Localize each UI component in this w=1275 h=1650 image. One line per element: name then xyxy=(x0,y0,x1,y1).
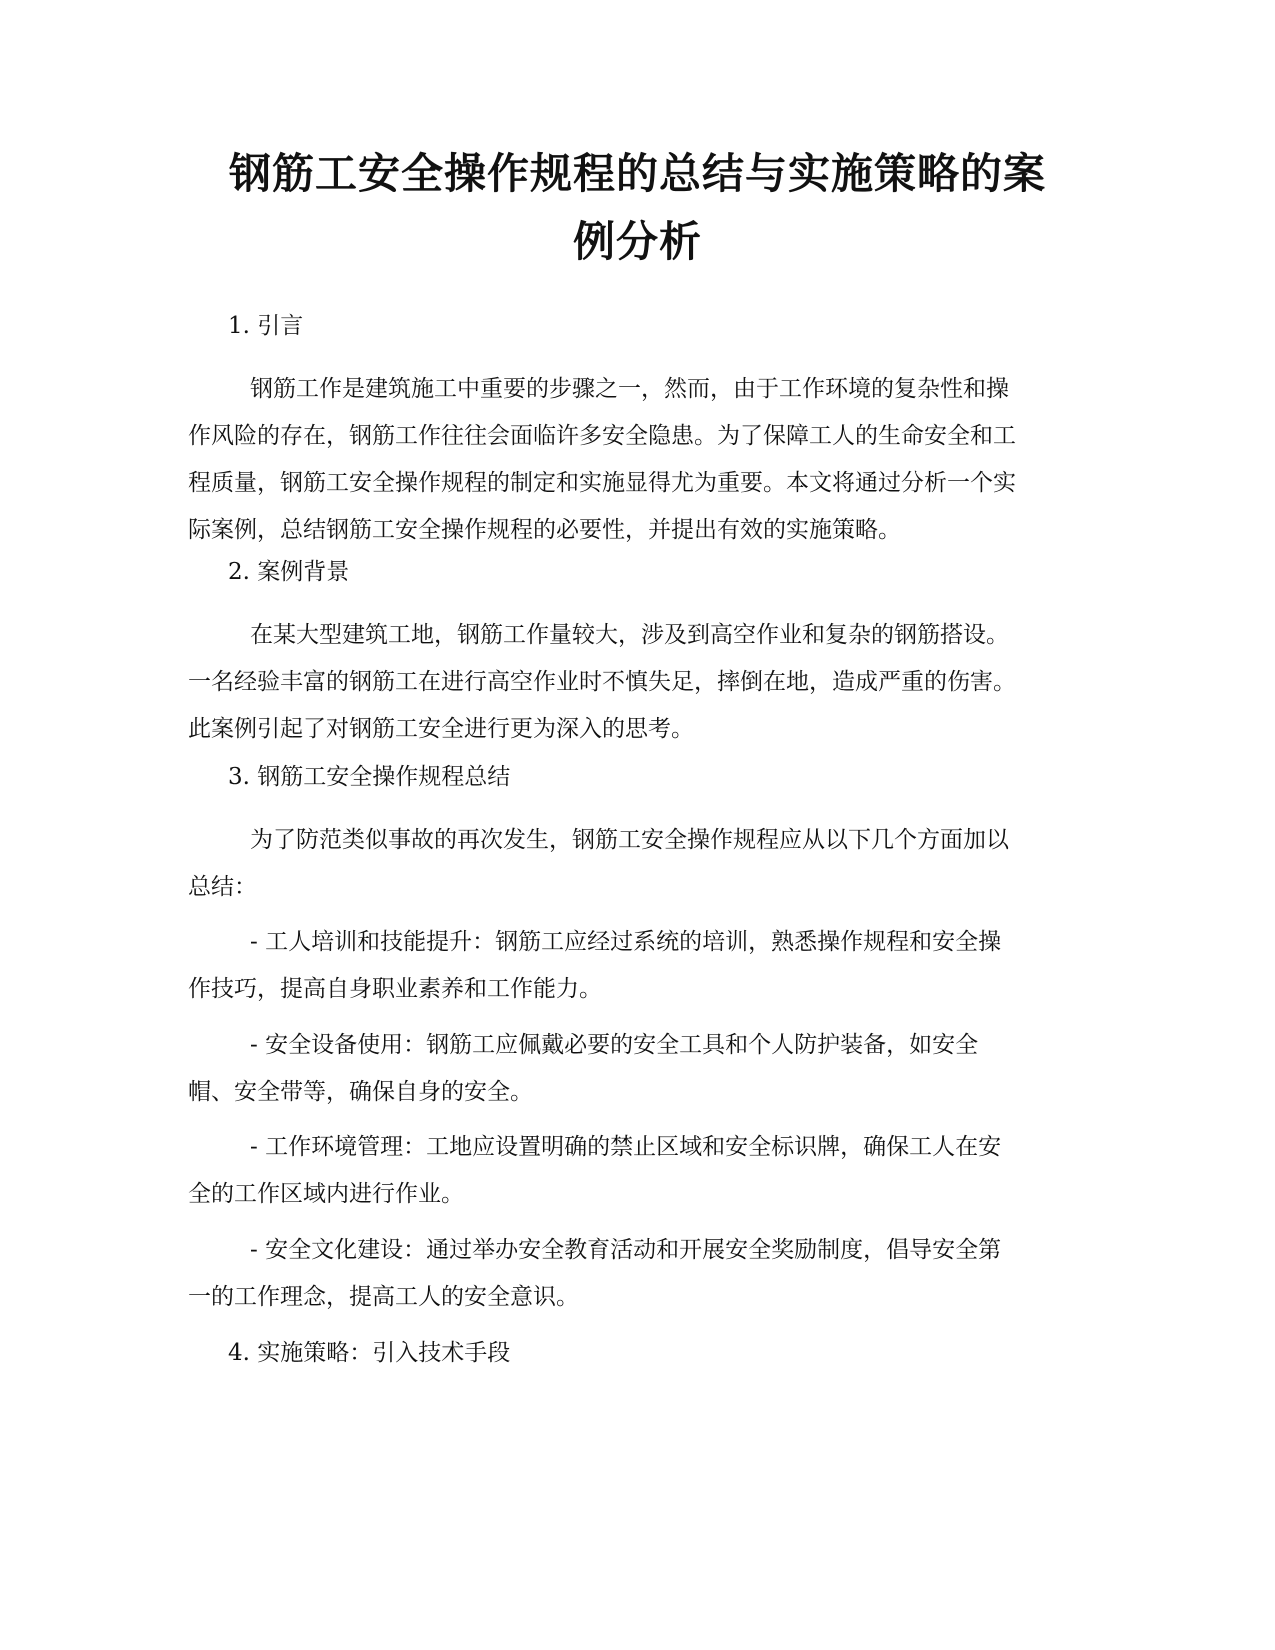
list-item-safety-culture: - 安全文化建设：通过举办安全教育活动和开展安全奖励制度，倡导安全第 一的工作理念，提高工人的安全意识。 xyxy=(188,1237,1002,1310)
title-line-1: 钢筋工安全操作规程的总结与实施策略的案 xyxy=(228,149,1046,198)
list-item-environment-management: - 工作环境管理：工地应设置明确的禁止区域和安全标识牌，确保工人在安 全的工作区域内进行作业。 xyxy=(188,1134,1002,1207)
section-heading-implementation: 4. 实施策略：引入技术手段 xyxy=(228,1340,511,1366)
paragraph-introduction: 钢筋工作是建筑施工中重要的步骤之一，然而，由于工作环境的复杂性和操 作风险的存在，钢筋工作往往会面临许多安全隐患。为了保障工人的生命安全和工 程质量，钢筋工安全操作规程的制定和实施显得尤为重要。本文将通过分析一个实 际案例，总结钢筋工安全操作规程的必要性，并提出有效的实施策略。 xyxy=(188,376,1016,543)
title-line-2: 例分析 xyxy=(572,217,702,266)
list-item-training: - 工人培训和技能提升：钢筋工应经过系统的培训，熟悉操作规程和安全操 作技巧，提高自身职业素养和工作能力。 xyxy=(188,929,1002,1002)
section-heading-introduction: 1. 引言 xyxy=(228,313,304,339)
paragraph-case-background: 在某大型建筑工地，钢筋工作量较大，涉及到高空作业和复杂的钢筋搭设。 一名经验丰富的钢筋工在进行高空作业时不慎失足，摔倒在地，造成严重的伤害。 此案例引起了对钢筋工安全进行更为深入的思考。 xyxy=(188,622,1016,742)
section-heading-case-background: 2. 案例背景 xyxy=(228,559,350,585)
document-title xyxy=(150,140,1125,276)
list-item-safety-equipment: - 安全设备使用：钢筋工应佩戴必要的安全工具和个人防护装备，如安全 帽、安全带等，确保自身的安全。 xyxy=(188,1032,979,1105)
paragraph-summary-intro: 为了防范类似事故的再次发生，钢筋工安全操作规程应从以下几个方面加以 总结： xyxy=(188,827,1009,900)
section-heading-summary: 3. 钢筋工安全操作规程总结 xyxy=(228,764,511,790)
